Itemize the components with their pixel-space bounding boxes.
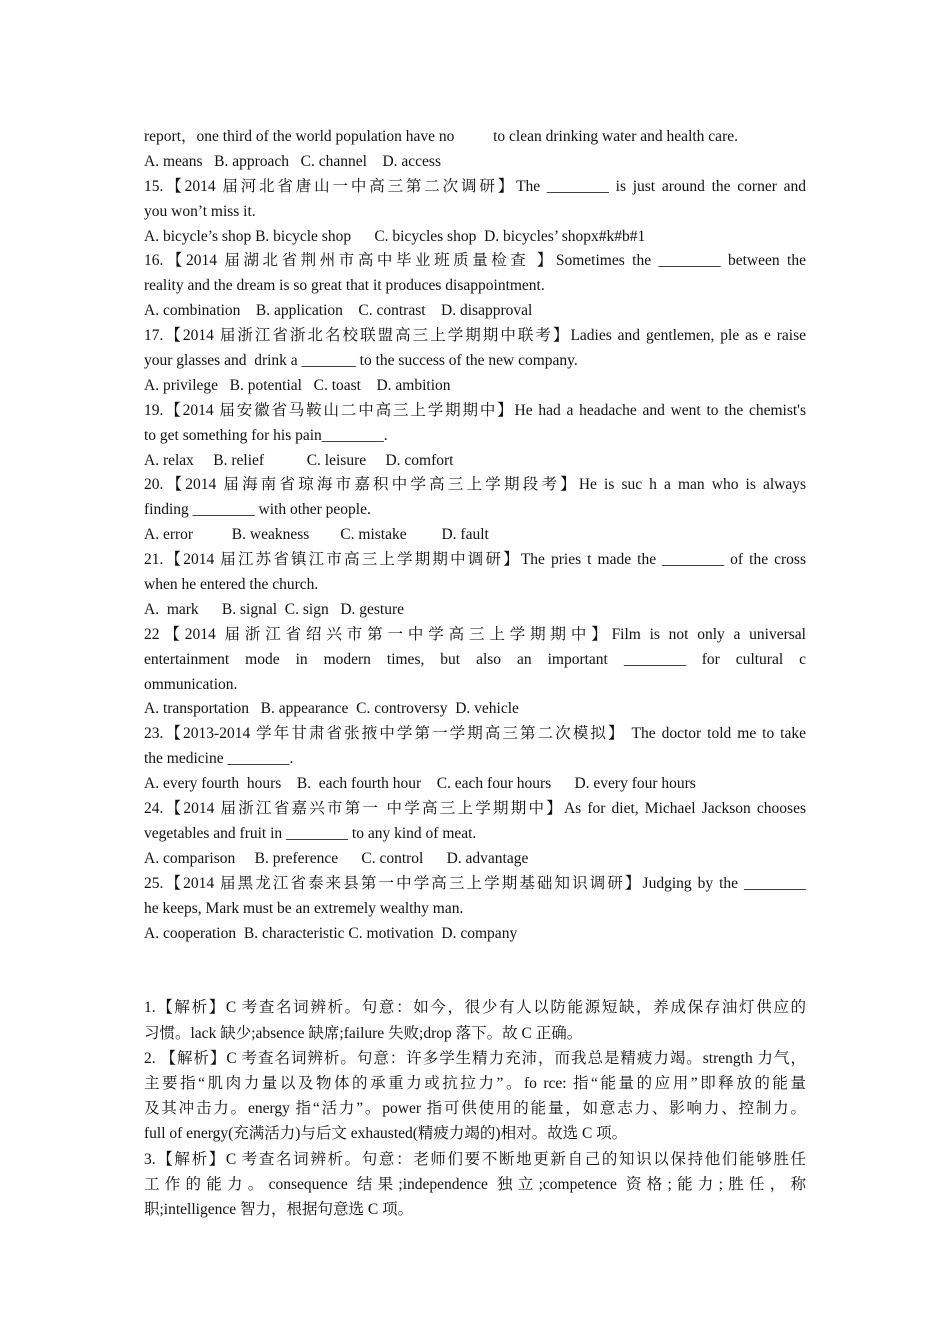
question-list (144, 125, 806, 946)
question-line: 25.【2014 届黑龙江省泰来县第一中学高三上学期基础知识调研】Judging by the ________ (144, 874, 806, 892)
answer-options: A. error B. weakness C. mistake D. fault (144, 526, 489, 544)
analysis-line: 工作的能力。consequence 结果;independence 独立;competence 资格;能力;胜任，称 (144, 1175, 806, 1193)
question-line: reality and the dream is so great that it produces disappointment. (144, 277, 545, 295)
question-line: you won’t miss it. (144, 202, 256, 220)
question-line: 15.【2014 届河北省唐山一中高三第二次调研】The ________ is just around the corner and (144, 177, 806, 195)
question-line: 22【2014 届浙江省绍兴市第一中学高三上学期期中】Film is not only a universal (144, 625, 806, 643)
answer-options: A. cooperation B. characteristic C. motivation D. company (144, 924, 518, 942)
analysis-line: 2. 【解析】C 考查名词辨析。句意：许多学生精力充沛，而我总是精疲力竭。strength 力气， (144, 1049, 806, 1067)
question-line: ommunication. (144, 675, 238, 693)
section-spacer (144, 946, 806, 995)
answer-options: A. transportation B. appearance C. controversy D. vehicle (144, 700, 519, 718)
question-item (144, 473, 806, 548)
question-line: 17.【2014 届浙江省浙北名校联盟高三上学期期中联考】Ladies and gentlemen, ple as e raise (144, 327, 806, 345)
question-line: when he entered the church. (144, 576, 319, 594)
question-line: 23.【2013-2014 学年甘肃省张掖中学第一学期高三第二次模拟】 The doctor told me to take (144, 725, 806, 743)
question-line: 20.【2014 届海南省琼海市嘉积中学高三上学期段考】He is suc h a man who is always (144, 476, 806, 494)
answer-options: A. every fourth hours B. each fourth hour C. each four hours D. every four hours (144, 775, 696, 793)
analysis-line: 1.【解析】C 考查名词辨析。句意：如今，很少有人以防能源短缺，养成保存油灯供应的 (144, 999, 806, 1017)
question-line: 21.【2014 届江苏省镇江市高三上学期期中调研】The pries t made the ________ of the cross (144, 551, 806, 569)
question-line: finding ________ with other people. (144, 501, 371, 519)
analysis-item (144, 1147, 806, 1223)
question-line: entertainment mode in modern times, but also an important ________ for cultural c (144, 650, 806, 668)
question-line: report，one third of the world population have no to clean drinking water and health care. (144, 128, 738, 145)
question-line: 16.【2014 届湖北省荆州市高中毕业班质量检查 】Sometimes the ________ between the (144, 252, 806, 270)
answer-options: A. privilege B. potential C. toast D. ambition (144, 376, 451, 394)
question-item (144, 722, 806, 797)
analysis-line: 主要指“肌肉力量以及物体的承重力或抗拉力”。fo rce: 指“能量的应用”即释放的能量 (144, 1074, 806, 1092)
analysis-line: 及其冲击力。energy 指“活力”。power 指可供使用的能量，如意志力、影响力、控制力。 (144, 1100, 806, 1118)
analysis-item (144, 1046, 806, 1147)
question-line: the medicine ________. (144, 750, 294, 768)
question-item (144, 324, 806, 399)
question-item (144, 249, 806, 324)
question-line: 19.【2014 届安徽省马鞍山二中高三上学期期中】He had a headache and went to the chemist's (144, 401, 806, 419)
answer-options: A. mark B. signal C. sign D. gesture (144, 600, 405, 618)
question-line: to get something for his pain________. (144, 426, 388, 444)
question-item (144, 872, 806, 947)
question-line: 24.【2014 届浙江省嘉兴市第一 中学高三上学期期中】As for diet, Michael Jackson chooses (144, 800, 806, 818)
question-line: vegetables and fruit in ________ to any kind of meat. (144, 824, 477, 842)
question-item (144, 125, 806, 175)
question-item (144, 175, 806, 250)
analysis-line: full of energy(充满活力)与后文 exhausted(精疲力竭的)相对。故选 C 项。 (144, 1125, 628, 1143)
question-item (144, 399, 806, 474)
analysis-list (144, 995, 806, 1222)
analysis-item (144, 995, 806, 1045)
answer-options: A. bicycle’s shop B. bicycle shop C. bicycles shop D. bicycles’ shopx#k#b#1 (144, 227, 646, 245)
document-page (144, 125, 806, 1222)
analysis-line: 职;intelligence 智力，根据句意选 C 项。 (144, 1200, 414, 1218)
answer-options: A. relax B. relief C. leisure D. comfort (144, 451, 454, 469)
question-item (144, 797, 806, 872)
question-item (144, 548, 806, 623)
answer-options: A. combination B. application C. contrast D. disapproval (144, 302, 533, 320)
analysis-line: 习惯。lack 缺少;absence 缺席;failure 失败;drop 落下。故 C 正确。 (144, 1024, 583, 1042)
analysis-line: 3.【解析】C 考查名词辨析。句意：老师们要不断地更新自己的知识以保持他们能够胜任 (144, 1150, 806, 1168)
question-line: your glasses and drink a _______ to the success of the new company. (144, 352, 578, 370)
question-line: he keeps, Mark must be an extremely wealthy man. (144, 899, 464, 917)
answer-options: A. means B. approach C. channel D. access (144, 152, 441, 170)
question-item (144, 623, 806, 723)
answer-options: A. comparison B. preference C. control D. advantage (144, 849, 529, 867)
